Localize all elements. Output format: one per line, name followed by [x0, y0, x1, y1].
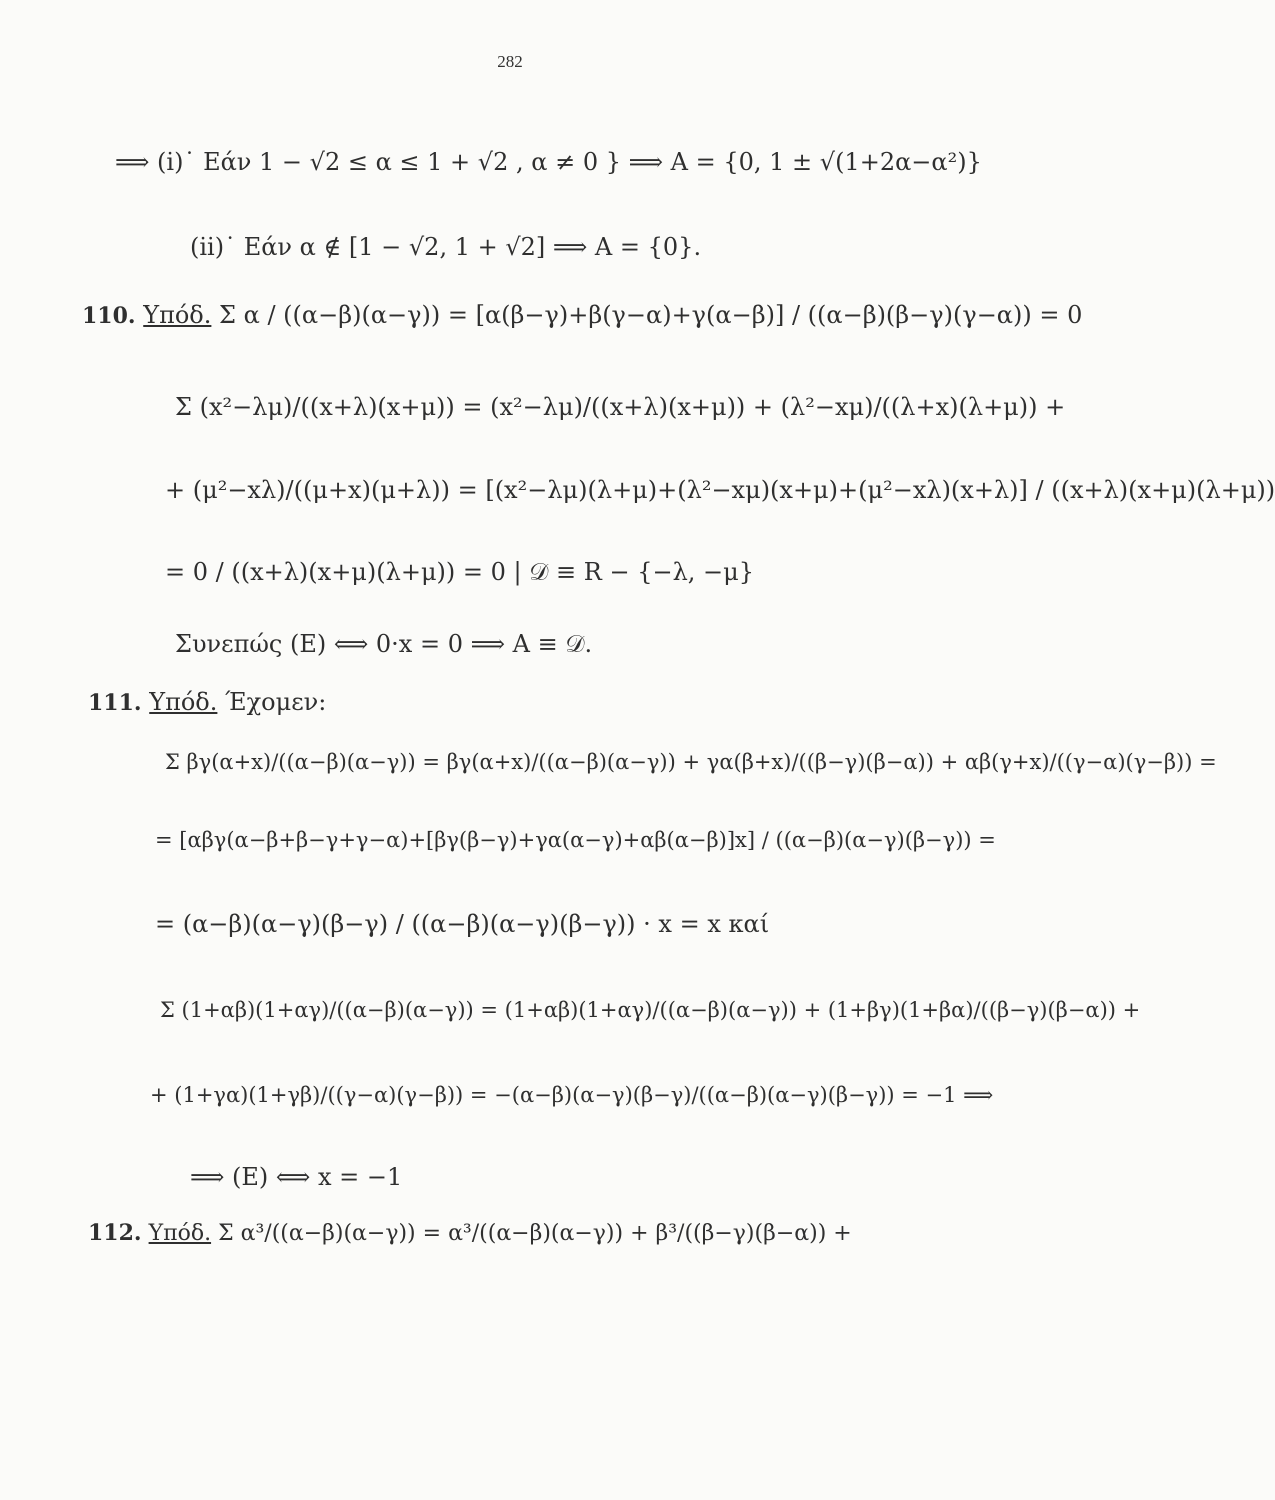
- math-text: = (α−β)(α−γ)(β−γ) / ((α−β)(α−γ)(β−γ)) · x = x καί: [155, 910, 770, 938]
- hypothesis-label: Υπόδ.: [149, 688, 218, 716]
- math-text: Σ α³/((α−β)(α−γ)) = α³/((α−β)(α−γ)) + β³/((β−γ)(β−α)) +: [218, 1221, 852, 1246]
- math-line: [190, 235, 701, 259]
- math-line: [175, 632, 592, 656]
- math-text: Συνεπώς (E) ⟺ 0·x = 0 ⟹ A ≡ 𝒟.: [175, 630, 593, 658]
- math-line: [165, 560, 754, 584]
- math-text: ⟹ (E) ⟺ x = −1: [190, 1163, 403, 1191]
- exercise-number: 111.: [88, 690, 142, 716]
- math-line: [115, 150, 982, 174]
- hypothesis-label: Υπόδ.: [143, 301, 212, 329]
- page-number: 282: [497, 52, 523, 71]
- exercise-110: [82, 303, 1082, 327]
- exercise-number: 110.: [82, 303, 136, 329]
- math-line: [165, 478, 1275, 502]
- math-line: [160, 1000, 1140, 1021]
- math-text: Σ (x²−λμ)/((x+λ)(x+μ)) = (x²−λμ)/((x+λ)(x+μ)) + (λ²−xμ)/((λ+x)(λ+μ)) +: [175, 393, 1066, 421]
- math-line: [155, 912, 769, 936]
- math-text: = [αβγ(α−β+β−γ+γ−α)+[βγ(β−γ)+γα(α−γ)+αβ(α−β)]x] / ((α−β)(α−γ)(β−γ)) =: [155, 828, 996, 852]
- math-text: Σ α / ((α−β)(α−γ)) = [α(β−γ)+β(γ−α)+γ(α−β)] / ((α−β)(β−γ)(γ−α)) = 0: [219, 301, 1083, 329]
- math-line: [165, 752, 1217, 773]
- math-text: Σ βγ(α+x)/((α−β)(α−γ)) = βγ(α+x)/((α−β)(α−γ)) + γα(β+x)/((β−γ)(β−α)) + αβ(γ+x)/((γ−α)(γ−β)) =: [165, 750, 1217, 774]
- math-text: + (1+γα)(1+γβ)/((γ−α)(γ−β)) = −(α−β)(α−γ)(β−γ)/((α−β)(α−γ)(β−γ)) = −1 ⟹: [150, 1083, 994, 1107]
- math-text: (ii)˙ Εάν α ∉ [1 − √2, 1 + √2] ⟹ A = {0}.: [190, 233, 702, 261]
- math-text: Σ (1+αβ)(1+αγ)/((α−β)(α−γ)) = (1+αβ)(1+αγ)/((α−β)(α−γ)) + (1+βγ)(1+βα)/((β−γ)(β−α)) +: [160, 998, 1141, 1022]
- math-text: = 0 / ((x+λ)(x+μ)(λ+μ)) = 0 | 𝒟 ≡ R − {−λ, −μ}: [165, 558, 755, 586]
- math-text: Έχομεν:: [225, 688, 327, 716]
- math-line: [190, 1165, 402, 1189]
- math-text: ⟹ (i)˙ Εάν 1 − √2 ≤ α ≤ 1 + √2 , α ≠ 0 } ⟹ A = {0, 1 ± √(1+2α−α²)}: [115, 148, 982, 176]
- exercise-111: [88, 690, 326, 714]
- math-text: + (μ²−xλ)/((μ+x)(μ+λ)) = [(x²−λμ)(λ+μ)+(λ²−xμ)(x+μ)+(μ²−xλ)(x+λ)] / ((x+λ)(x+μ)(λ+μ)): [165, 476, 1275, 504]
- math-line: [155, 830, 996, 851]
- math-line: [175, 395, 1065, 419]
- hypothesis-label: Υπόδ.: [148, 1221, 212, 1246]
- exercise-112: [88, 1222, 852, 1245]
- exercise-number: 112.: [88, 1220, 142, 1246]
- math-line: [150, 1085, 993, 1106]
